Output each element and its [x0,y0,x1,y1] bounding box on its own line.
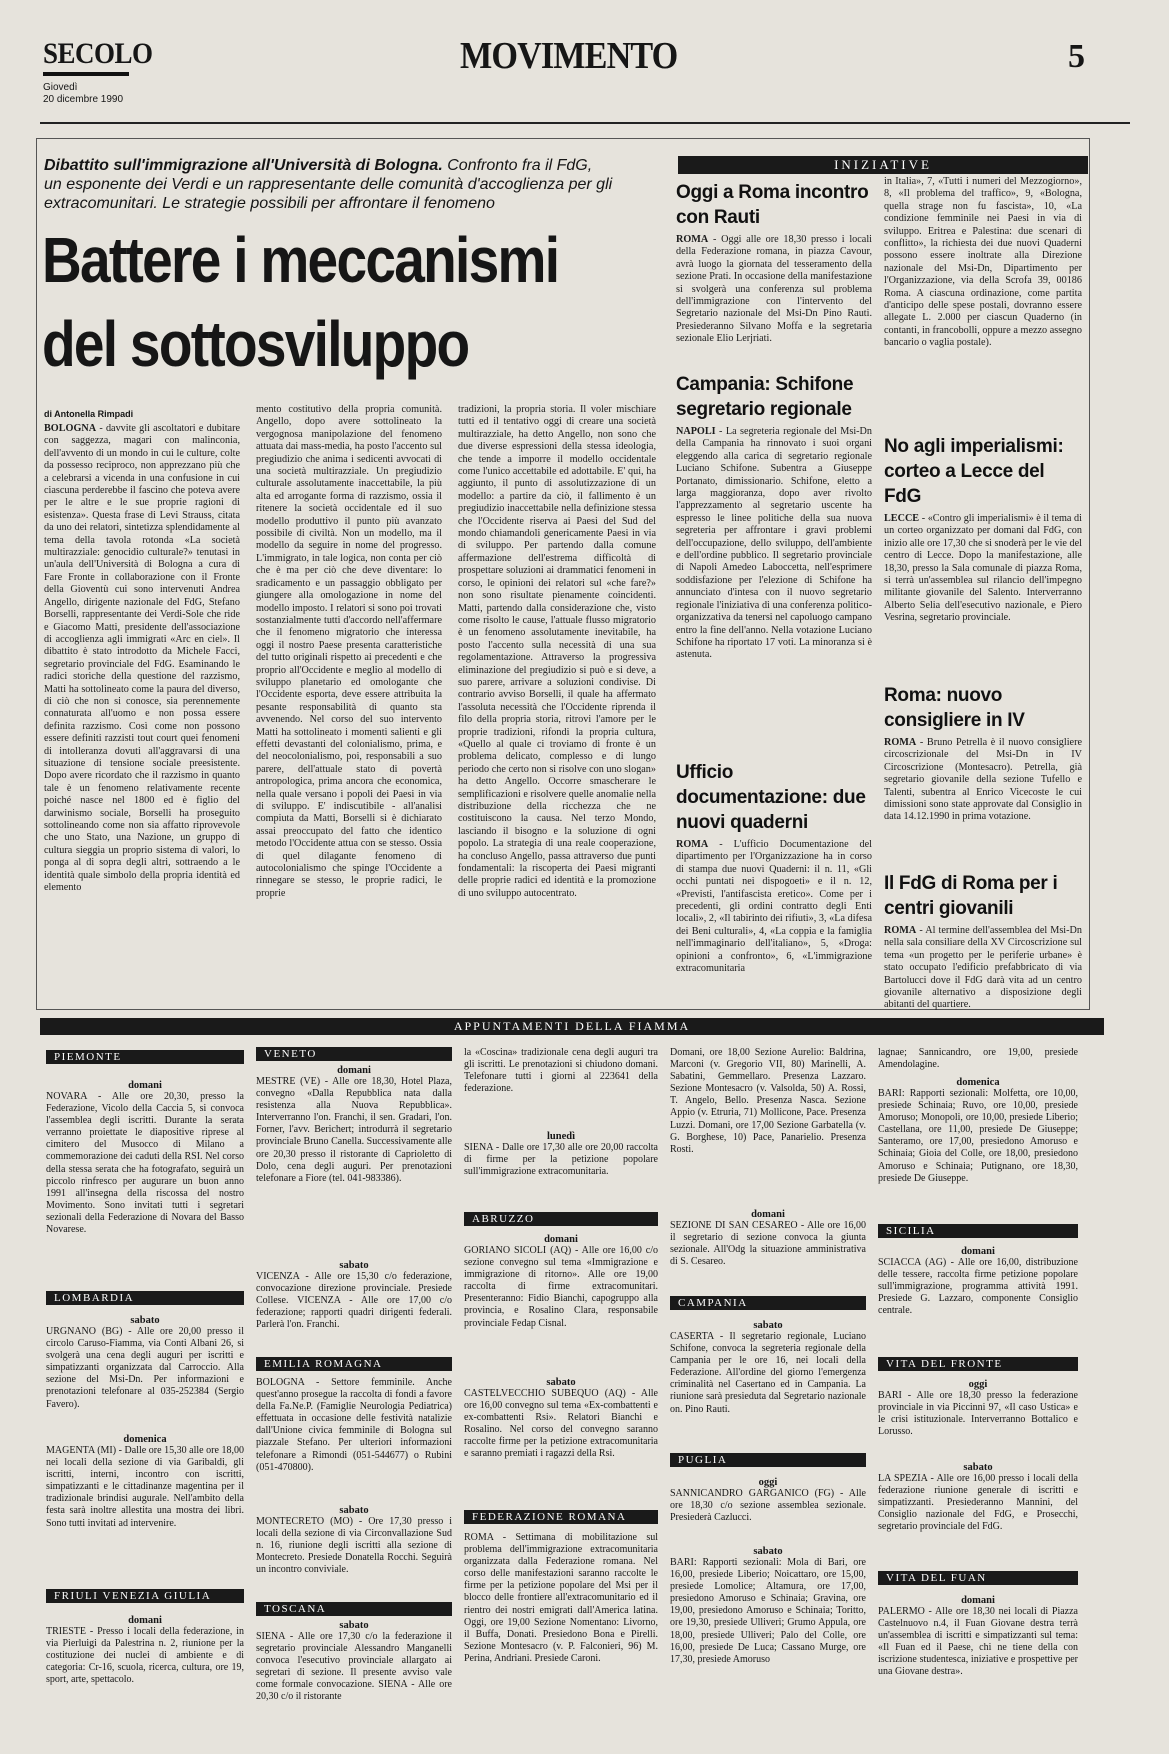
header-rule [40,122,1130,124]
event-text: TRIESTE - Presso i locali della federazione, in via Pierluigi da Palestrina n. 2, riunione per la costituzione dei nuclei di ambiente e di categoria: Cr-16, scuola, ricerca, cultura, ore 19, sport, arte, spettacolo. [46,1626,244,1686]
event-text: lagnae; Sannicandro, ore 19,00, presiede Amendolagine. [878,1047,1078,1071]
issue-weekday: Giovedì [43,82,78,93]
event-text: CASERTA - Il segretario regionale, Luciano Schifone, convoca la segreteria regionale della Campania per le ore 16, nei locali della Federazione. All'ordine del giorno l'emergenza criminalità nel Casertano ed in Campania. La riunione sarà presieduta dal Segretario nazionale on. Pino Rauti. [670,1331,866,1415]
article-column-3: tradizioni, la propria storia. Il voler mischiare tutti ed il tentativo oggi di creare una società multirazziale, ha detto Angello, non sono che due diverse espressioni della stessa ideologia, che tende a imporre il modello occidentale come l'unico accettabile ed adottabile. E' qui, ha aggiunto, il punto di assolutizzazione di un modello: a partire da ciò, il fallimento è un pregiudizio inaccettabile nella definizione stessa che l'Occidente riserva ai Paesi del Sud del mondo chiamandoli genericamente Paesi in via di sviluppo. Per partendo dalla comune affermazione dell'estrema difficoltà di prospettare soluzioni ai drammatici fenomeni in corso, le opinioni dei relatori sul «che fare?» non sono risultate pienamente coincidenti. Matti, partendo dalla considerazione che, visto come risolto le cause, l'attuale flusso migratorio è un fenomeno assolutamente inevitabile, ha posto l'accento sulla necessità di una sua regolamentazione. Attraverso la progressiva eliminazione del pregiudizio si può e si deve, a suo parere, arrivare a soluzioni condivise. Di contrario avviso Borselli, il quale ha affermato l'assoluta necessità che l'Occidente riprenda il filo della propria storia, ritrovi l'amore per le proprie tradizioni, rifondi la propria cultura, «Quello al quale ci troviamo di fronte è un problema delicato, complesso e di lungo periodo che certo non si risolve con uno slogan» ha detto Angello. Occorre smascherare le semplificazioni e risolvere quelle anomalie nella distribuzione della ricchezza che ne costituiscono la causa. Nel terzo Mondo, lasciando il bisogno e la soluzione di ogni popolo. La strategia di una reale cooperazione, ha concluso Angello, passa attraverso due punti fondamentali: la riscoperta dei Paesi migranti delle proprie radici ed identità e la promozione di uno sviluppo autocentrato. [458,404,656,899]
region-header: TOSCANA [256,1602,452,1616]
article-headline: Battere i meccanismi del sottosviluppo [42,224,559,380]
article-byline: di Antonella Rimpadi [44,409,134,419]
event-text: SIENA - Alle ore 17,30 c/o la federazione il segretario provinciale Alessandro Manganelli convoca l'esecutivo provinciale allargato ai segretari di sezione. Il presente avviso vale come formale convocazione. SIENA - Alle ore 20,30 c/o il ristorante [256,1631,452,1703]
item-body: ROMA - Bruno Petrella è il nuovo consigliere circoscrizionale del Msi-Dn in IV Circoscrizione (Montesacro). Petrella, già segretario giovanile della sezione Tufello e Talenti, subentra al Enrico Vicecoste le cui dimissioni sono state approvate dal Consiglio in data 14.12.1990 in prima votazione. [884,737,1082,823]
day-label: domani [544,1234,578,1245]
page-number: 5 [1068,38,1085,75]
region-header: VITA DEL FUAN [878,1571,1078,1585]
event-text: BARI - Alle ore 18,30 presso la federazione provinciale in via Piccinni 97, «Il caso Ustica» e le crisi istituzionale. Interverranno Bottalico e Lorusso. [878,1390,1078,1438]
day-label: lunedì [546,1131,575,1142]
event-text: URGNANO (BG) - Alle ore 20,00 presso il circolo Caruso-Fiamma, via Conti Albani 26, si svolgerà una cena degli auguri per iscritti e simpatizzanti organizzata dal Carroccio. Alla sezione del Msi-Dn. Per informazioni e prenotazioni telefonare al 035-252384 (Sergio Favero). [46,1326,244,1410]
day-label: domenica [123,1434,167,1445]
appuntamenti-column-1 [46,1050,244,1740]
day-label: domani [961,1595,995,1606]
appuntamenti-column-2 [256,1047,452,1740]
issue-fulldate: 20 dicembre 1990 [43,94,124,105]
event-text: BARI: Rapporti sezionali: Molfetta, ore 10,00, presiede Schinaia; Ruvo, ore 10,00, presiede Amoruso; Monopoli, ore 10,00, presiede Liberio; Castellana, ore 11,00, presiede De Giuseppe; Santeramo, ore 17,00, presiedono Amoruso e Schinaia; Gioia del Colle, ore 18,00, presiedono Amoruso e Schinaia; Putignano, ore 18,30, presiede De Giuseppe. [878,1088,1078,1184]
item-title: Ufficio documentazione: due nuovi quaderni [676,762,866,833]
event-text: MONTECRETO (MO) - Ore 17,30 presso i locali della sezione di via Circonvallazione Sud n. 16, riunione degli iscritti alla sezione di Montecreto. Presiede Donatella Rocchi. Seguirà un incontro conviviale. [256,1516,452,1576]
item-title: Campania: Schifone segretario regionale [676,374,854,420]
iniziative-column-1 [676,176,872,1006]
item-body: NAPOLI - La segreteria regionale del Msi-Dn della Campania ha rinnovato i suoi organi eleggendo alla carica di segretario regionale Luciano Schifone. Subentra a Giuseppe Portanato, dimissionario. Schifone, eletto a larga maggioranza, dopo aver rivolto l'apprezzamento al segretario uscente ha espresso le linee politiche della sua nuova segreteria per affrontare i gravi problemi dell'occupazione, dello sviluppo, dell'ambiente e dell'ordine pubblico. Il segretario provinciale di Napoli Amedeo Laboccetta, nell'esprimere soddisfazione per l'elezione di Schifone ha annunciato d'intesa con il nuovo segretario regionale l'iniziativa di una conferenza politico-organizzativa da tenersi nel capoluogo campano entro la fine dell'anno. Nella votazione Luciano Schifone ha riportato 17 voti. La minoranza si è astenuta. [676,426,872,661]
event-text: SCIACCA (AG) - Alle ore 16,00, distribuzione delle tessere, raccolta firme petizione popolare sull'immigrazione, programma attività 1991. Presiede G. Lazzaro, componente Consiglio centrale. [878,1257,1078,1317]
day-label: oggi [968,1379,988,1390]
appuntamenti-column-5 [878,1047,1078,1740]
region-header: LOMBARDIA [46,1291,244,1305]
region-header: EMILIA ROMAGNA [256,1357,452,1371]
appuntamenti-bar: APPUNTAMENTI DELLA FIAMMA [40,1018,1104,1035]
event-text: ROMA - Settimana di mobilitazione sul problema dell'immigrazione extracomunitaria organizzata dalla Federazione romana. Nel corso delle manifestazioni saranno raccolte le firme per la petizione popolare del Msi per il blocco delle frontiere all'extracomunitario ed il rientro dei nostri emigrati dall'America latina. Oggi, ore 19,00 Sezione Nomentano: Livorno, il Buffa, Donati. Presiedono Bona e Pirelli. Sezione Montesacro (v. P. Falconieri, 96) M. Perina, Andriani. Presiede Caroni. [464,1532,658,1664]
appuntamenti-column-3 [464,1047,658,1740]
day-label: domenica [956,1077,1000,1088]
newspaper-name: SECOLO [43,36,153,70]
appuntamenti-column-4 [670,1047,866,1740]
event-text: NOVARA - Alle ore 20,30, presso la Federazione, Vicolo della Caccia 5, si convoca l'assemblea degli iscritti. Durante la serata verranno proiettate le diapositive riprese al cimitero del Musocco di Milano a commemorazione dei caduti della RSI. Nel corso della stessa serata che ha fotografato, seguirà un piccolo rinfresco per augurare un buon anno 1991 all'insegna della riscossa del nostro Movimento. Sono invitati tutti i segretari sezionali della Federazione di Novara del Basso Novarese. [46,1091,244,1236]
region-header: SICILIA [878,1224,1078,1238]
item-title: Oggi a Roma incontro con Rauti [676,182,869,228]
day-label: domani [961,1246,995,1257]
event-text: PALERMO - Alle ore 18,30 nei locali di Piazza Castelnuovo n.4, il Fuan Giovane destra terrà un'assemblea di iscritti e simpatizzanti sul tema: «Il Fuan ed il Paese, chi ne tiene della con iscrizione studentesca, iniziative e prospettive per una Giovane destra». [878,1606,1078,1678]
article-column-2: mento costitutivo della propria comunità. Angello, dopo avere sottolineato la vergognosa manipolazione del fenomeno attuata dai mass-media, ha posto l'accento sul pregiudizio che anima i sedicenti avvocati di una società multirazziale. Un pregiudizio culturale assolutamente inaccettabile, la più alta ed arrogante forma di razzismo, ossia il ritenere la società occidentale ed il suo modello produttivo il punto più avanzato possibile di civiltà. Non un modello, ma il modello da seguire in nome del progresso. L'immigrato, in tale logica, non conta per ciò che è ma per ciò che deve diventare: lo sradicamento e un passaggio obbligato per giungere alla omologazione in nome del modello imposto. I relatori si sono poi trovati sostanzialmente tutti d'accordo nell'affermare che il fenomeno migratorio che interessa oggi il nostro Paese presenta caratteristiche del tutto originali rispetto ai precedenti e che proprio all'Occidente e meglio al modello di sviluppo planetario ed omologante che l'Occidente esporta, deve essere attribuita la pesante responsabilità di quanto sta avvenendo. Nel corso del suo intervento Matti ha sottolineato i momenti salienti e gli effetti devastanti del colonialismo, prima, e del neocolonialismo, poi, responsabili a suo parere, dell'attuale stato di povertà antropologica, prima ancora che economica, nella quale versano i popoli dei Paesi in via di sviluppo. E' indiscutibile - all'analisi compiuta da Matti, Borselli si è dichiarato assai preoccupato del fatto che identico metodo l'Occidente attua con se stesso. Ossia di quel dilagante fenomeno di autocolonialismo che spinge l'Occidente a rinnegare se stesso, le proprie radici, le proprie [256,404,442,899]
day-label: domani [751,1209,785,1220]
event-text: VICENZA - Alle ore 15,30 c/o federazione, convocazione direzione provinciale. Presiede Collese. VICENZA - Alle ore 17,00 c/o federazione; rapporti quadri dirigenti federali. Parlerà l'on. Franchi. [256,1271,452,1331]
day-label: sabato [339,1505,369,1516]
region-header: ABRUZZO [464,1212,658,1226]
item-body: LECCE - «Contro gli imperialismi» è il tema di un corteo organizzato per domani dal FdG, con inizio alle ore 17,30 che si snoderà per le vie del centro di Lecce. Dopo la manifestazione, alle 18,30, presso la Sala comunale di piazza Roma, si terrà un'assemblea sul rilancio dell'impegno militante giovanile del Salento. Interverranno Alberto Selia dell'esecutivo nazionale, e Piero Vesrina, segretario provinciale. [884,513,1082,624]
region-header: FEDERAZIONE ROMANA [464,1510,658,1524]
event-text: SANNICANDRO GARGANICO (FG) - Alle ore 18,30 c/o sezione assemblea sezionale. Presiederà Cazlucci. [670,1488,866,1524]
day-label: sabato [963,1462,993,1473]
event-text: LA SPEZIA - Alle ore 16,00 presso i locali della federazione riunione generale di iscritti e simpatizzanti. Presiederanno Mannini, del Consiglio nazionale del FdG, e Prosecchi, segretario provinciale del FdG. [878,1473,1078,1533]
day-label: sabato [130,1315,160,1326]
iniziative-column-2 [884,176,1082,1011]
event-text: SEZIONE DI SAN CESAREO - Alle ore 16,00 il segretario di sezione convoca la giunta sezionale. All'Odg la situazione amministrativa di S. Cesareo. [670,1220,866,1268]
event-text: MESTRE (VE) - Alle ore 18,30, Hotel Plaza, convegno «Dalla Repubblica nata dalla resistenza alla Nuova Repubblica». Interverranno l'on. Franchi, il sen. Gradari, l'on. Forner, l'avv. Berichert; introdurrà il segretario provinciale Bruno Canella. Successivamente alle ore 20,30 presso il ristorante di Caprioletto di Dolo, cena degli auguri. Per prenotazioni telefonare a Fiore (tel. 041-983386). [256,1076,452,1184]
day-label: sabato [753,1546,783,1557]
item-body: ROMA - L'ufficio Documentazione del dipartimento per l'Organizzazione ha in corso di stampa due nuovi Quaderni: il n. 11, «Gli occhi puntati nei dispogoeti» e il n. 12, «Previsti, l'antifascista eretico». Come per i precedenti, gli ordini contratto degli Enti locali», 2, «Il tabirinto dei rifiuti», 3, «La difesa dei Beni culturali», 4, «La coppia e la famiglia nell'immaginario dell'italiano», 5, «Droga: opinioni a confronto», 6, «L'immigrazione extracomunitaria [676,839,872,975]
day-label: sabato [339,1260,369,1271]
item-body: ROMA - Al termine dell'assemblea del Msi-Dn nella sala consiliare della XV Circoscrizione sul tema «un progetto per le periferie urbane» è stato occupato l'edificio prefabbricato di via Bartolucci dove il FdG darà vita ad un centro giovanile alternativo a disposizione degli abitanti del quartiere. [884,925,1082,1011]
article-kicker: Dibattito sull'immigrazione all'Università di Bologna. Confronto fra il FdG, un esponente dei Verdi e un rappresentante delle comunità d'accoglienza per gli extracomunitari. Le strategie possibili per affrontare il fenomeno [44,157,613,212]
iniziative-bar: INIZIATIVE [678,156,1088,174]
item-body: in Italia», 7, «Tutti i numeri del Mezzogiorno», 8, «Il problema del traffico», 9, «Bologna, quella strage non fu fascista», 10, «La condizione femminile nei Paesi in via di sviluppo. Eritrea e Palestina: due scenari di conflitto», la richiesta dei due nuovi Quaderni possono essere inoltrate alla Direzione nazionale del Msi-Dn, Dipartimento per l'Organizzazione, via della Scrofa 39, 00186 Roma. A ciascuna ordinazione, come partita d'anticipo delle spese postali, dovranno essere allegate L. 2.000 per ciascun Quaderno (in contanti, in francobolli, oppure a mezzo assegno bancario o vaglia postale). [884,176,1082,349]
item-body: ROMA - Oggi alle ore 18,30 presso i locali della Federazione romana, in piazza Cavour, avrà luogo la giornata del tesseramento della sezione Prati. In occasione della manifestazione si svolgerà una conferenza sul problema dell'immigrazione con l'intervento del Segretario nazionale del Msi-Dn Pino Rauti. Presiederanno Silvano Moffa e la segretaria sezionale Elio Lerjriati. [676,234,872,345]
region-header: VITA DEL FRONTE [878,1357,1078,1371]
day-label: oggi [758,1477,778,1488]
region-header: CAMPANIA [670,1296,866,1310]
item-title: Il FdG di Roma per i centri giovanili [884,873,1058,919]
day-label: sabato [753,1320,783,1331]
event-text: CASTELVECCHIO SUBEQUO (AQ) - Alle ore 16,00 convegno sul tema «Ex-combattenti e ex-combattenti Rsi». Relatori Bianchi e Rosalino. Nel corso del convegno saranno raccolte firme per la petizione extracomunitaria e saranno premiati i ragazzi della Rsi. [464,1388,658,1460]
region-header: PUGLIA [670,1453,866,1467]
article-column-1: BOLOGNA - davvite gli ascoltatori e dubitare con saggezza, magari con malinconia, dell'avvento di un mondo in cui le culture, colte da possesso reciproco, non apprezzano più che a celebrarsi a vicenda in una confusione in cui ciascuna perderebbe il fascino che poteva avere per le altre e le sue proprie ragioni di esistenza». Questa frase di Levi Strauss, citata da uno dei relatori, sintetizza splendidamente al tema della tavola rotonda «La società multirazziale: genocidio culturale?» tenutasi in un'aula dell'Università di Bologna a cura di Fare Fronte in collaborazione con il Fronte della Gioventù cui sono intervenuti Andrea Angello, dirigente nazionale del FdG, Stefano Borselli, rappresentante dei Verdi-Sole che ride e Giacomo Matti, presidente dell'associazione di accoglienza agli immigrati «Arc en ciel». Il dibattito è stato introdotto da Michele Facci, segretario provinciale del FdG. Esaminando le radici storiche della questione del razzismo, Matti ha sottolineato come la paura del diverso, di ciò che non si conosce, sia perennemente connaturata all'uomo e non possa essere definita razzismo. Così come non possono essere definiti razzisti tout court quei fenomeni di intolleranza dovuti all'aggravarsi di una situazione di tensione sociale preesistente. Dopo avere ricordato che il razzismo in quanto tale è un fenomeno relativamente recente poiché nasce nel 1800 ed è figlio del darwinismo sociale, Borselli ha proseguito sottolineando come non sia affatto riprovevole che uno Stato, una Nazione, un gruppo di cultura sieggia un proprio sistema di valori, lo ponga al di sopra degli altri, sottraendo a le identità quale simbolo della propria identità ed elemento [44,423,240,894]
item-title: No agli imperialismi: corteo a Lecce del FdG [884,436,1064,507]
day-label: domani [128,1615,162,1626]
event-text: BARI: Rapporti sezionali: Mola di Bari, ore 16,00, presiede Liberio; Noicattaro, ore 15,00, presiede Lomolice; Altamura, ore 17,00, presiedono Amoruso e Schinaia; Gravina, ore 19,00, presiedono Amoruso e Schinaia; Toritto, ore 19,30, presiede Ulliveri; Grumo Appula, ore 18,00, presiede Ulliveri; Palo del Colle, ore 16,00, presiede De Luca; Cassano Murge, ore 17,30, presiede Amoruso [670,1557,866,1665]
event-text: MAGENTA (MI) - Dalle ore 15,30 alle ore 18,00 nei locali della sezione di via Garibaldi, gli iscritti, interni, incontro con iscritti, simpatizzanti e le cittadinanze magentina per il tradizionale brindisi augurale. Nell'ambito della festa sarà inoltre allestita una mostra dei libri. Sono tutti invitati ad intervenire. [46,1445,244,1529]
day-label: sabato [546,1377,576,1388]
masthead-rule [43,72,129,76]
event-text: la «Coscina» tradizionale cena degli auguri tra gli iscritti. Le prenotazioni si chiudono domani. Telefonare tutti i giorni al 223641 della federazione. [464,1047,658,1095]
region-header: PIEMONTE [46,1050,244,1064]
region-header: FRIULI VENEZIA GIULIA [46,1589,244,1603]
event-text: Domani, ore 18,00 Sezione Aurelio: Baldrina, Marconi (v. Gregorio VII, 80) Marinelli, A. Sabatini, Gemmellaro. Presenza Lazzaro. Sezione Montesacro (v. Valsolda, 50) A. Rossi, T. Angelo, Bello. Presenza Nasca. Sezione Appio (v. Etruria, 71) Mollicone, Pace. Presenza Luzzi. Domani, ore 17,00 Sezione Garbatella (v. G. Borghese, 10) Pace, Panarielio. Presenza Rosti. [670,1047,866,1155]
event-text: SIENA - Dalle ore 17,30 alle ore 20,00 raccolta di firme per la petizione popolare sull'immigrazione extracomunitaria. [464,1142,658,1178]
day-label: domani [337,1065,371,1076]
region-header: VENETO [256,1047,452,1061]
day-label: sabato [339,1620,369,1631]
section-title: MOVIMENTO [460,35,678,77]
event-text: GORIANO SICOLI (AQ) - Alle ore 16,00 c/o sezione convegno sul tema «Immigrazione e immigrazione di ritorno». Alle ore 19,00 raccolta di firme extracomunitari. Presenteranno: Fidio Bianchi, capogruppo alla provincia, e Rosalino Clara, responsabile provinciale Fedap Cisnal. [464,1245,658,1329]
day-label: domani [128,1080,162,1091]
issue-date [43,82,163,106]
event-text: BOLOGNA - Settore femminile. Anche quest'anno prosegue la raccolta di fondi a favore della Fa.Ne.P. (Famiglie Neurologia Pediatrica) effettuata in occasione delle festività natalizie dall'Unione civica femminile di Bologna sul piazzale Stefano. Per ulteriori informazioni telefonare a Rimondi (051-544677) o Rubini (051-470800). [256,1377,452,1473]
item-title: Roma: nuovo consigliere in IV [884,685,1025,731]
